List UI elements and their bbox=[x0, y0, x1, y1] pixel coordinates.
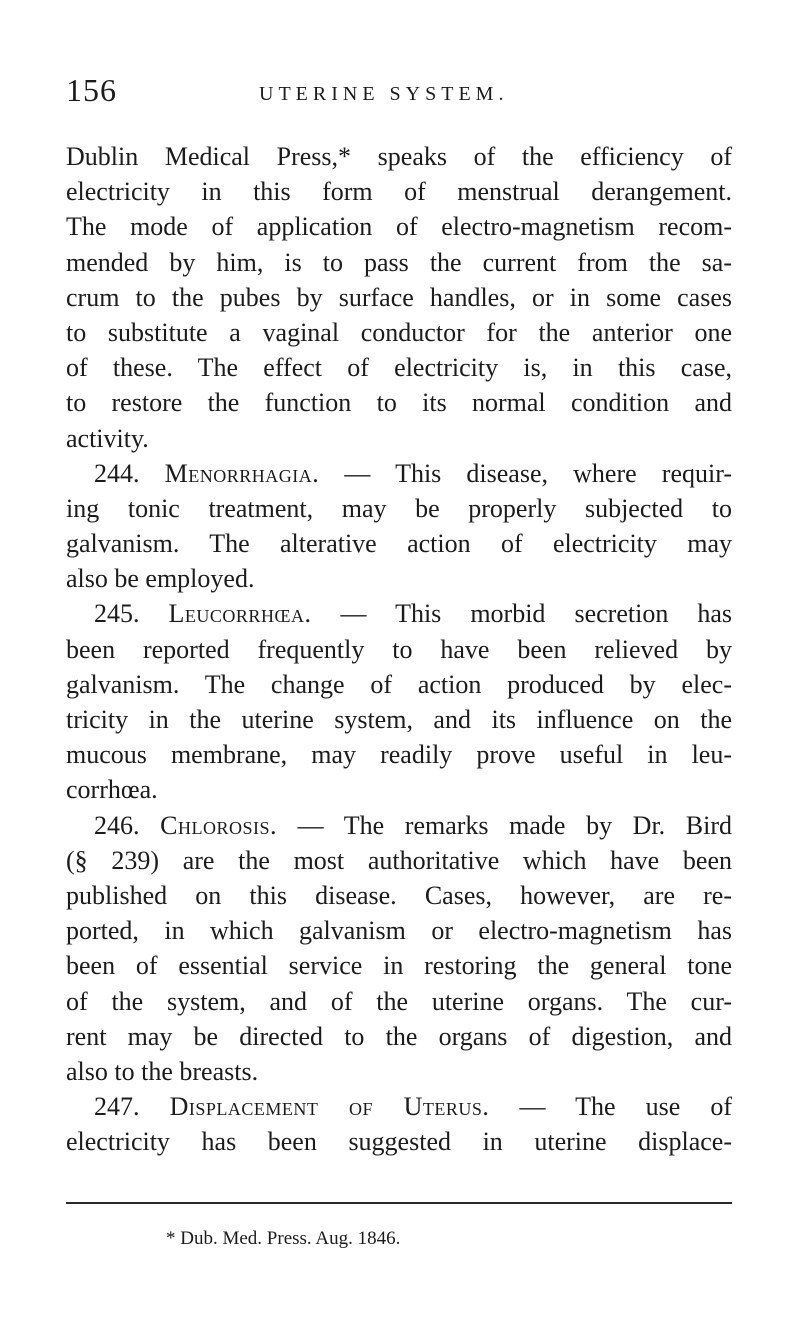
section-title: Leucorrhœa. bbox=[168, 599, 312, 629]
section-title: Displacement of Uterus. bbox=[169, 1092, 490, 1122]
text-line: (§ 239) are the most authoritative which have been bbox=[66, 845, 732, 875]
text-line: been reported frequently to have been relieved by bbox=[66, 634, 732, 664]
section-text: — This disease, where requir- bbox=[344, 458, 733, 488]
running-head: UTERINE SYSTEM. bbox=[259, 83, 509, 105]
text-line: The mode of application of electro-magnetism recom- bbox=[66, 212, 732, 242]
footnote-divider bbox=[66, 1202, 732, 1204]
footnote: * Dub. Med. Press. Aug. 1846. bbox=[166, 1228, 401, 1249]
text-line: galvanism. The alterative action of electricity may bbox=[66, 529, 732, 559]
text-line: of these. The effect of electricity is, in this case, bbox=[66, 353, 732, 383]
text-line: crum to the pubes by surface handles, or in some cases bbox=[66, 282, 732, 312]
text-line: mucous membrane, may readily prove useful in leu- bbox=[66, 740, 732, 770]
text-line: tricity in the uterine system, and its influence on the bbox=[66, 705, 732, 734]
section-title: Menorrhagia. bbox=[164, 458, 320, 488]
text-line: mended by him, is to pass the current from the sa- bbox=[66, 247, 732, 277]
section-text: — This morbid secretion has bbox=[340, 599, 733, 629]
text-line: also to the breasts. bbox=[66, 1056, 259, 1086]
text-line: electricity has been suggested in uterine displace- bbox=[66, 1127, 732, 1157]
text-line: also be employed. bbox=[66, 564, 255, 594]
text-line: rent may be directed to the organs of digestion, and bbox=[66, 1021, 732, 1051]
section-text: — The use of bbox=[519, 1092, 732, 1122]
section-title: Chlorosis. bbox=[160, 810, 277, 840]
text-line: activity. bbox=[66, 423, 149, 453]
text-line: been of essential service in restoring the general tone bbox=[66, 951, 732, 981]
section-number: 246. bbox=[94, 810, 140, 840]
text-line: ing tonic treatment, may be properly subjected to bbox=[66, 493, 732, 523]
section-number: 245. bbox=[94, 599, 140, 629]
text-line: electricity in this form of menstrual derangement. bbox=[66, 177, 732, 207]
section-text: — The remarks made by Dr. Bird bbox=[297, 810, 733, 840]
section-number: 244. bbox=[94, 458, 140, 488]
text-line: Dublin Medical Press,* speaks of the efficiency of bbox=[66, 142, 732, 171]
footnote-area bbox=[66, 0, 732, 1317]
text-line: to restore the function to its normal condition and bbox=[66, 388, 732, 418]
text-line: published on this disease. Cases, however, are re- bbox=[66, 880, 732, 910]
page-number: 156 bbox=[66, 72, 117, 108]
section-number: 247. bbox=[94, 1092, 140, 1122]
text-line: corrhœa. bbox=[66, 775, 158, 805]
text-line: of the system, and of the uterine organs. The cur- bbox=[66, 986, 732, 1016]
text-line: galvanism. The change of action produced by elec- bbox=[66, 669, 732, 699]
text-line: ported, in which galvanism or electro-magnetism has bbox=[66, 916, 732, 946]
text-line: to substitute a vaginal conductor for the anterior one bbox=[66, 317, 732, 347]
